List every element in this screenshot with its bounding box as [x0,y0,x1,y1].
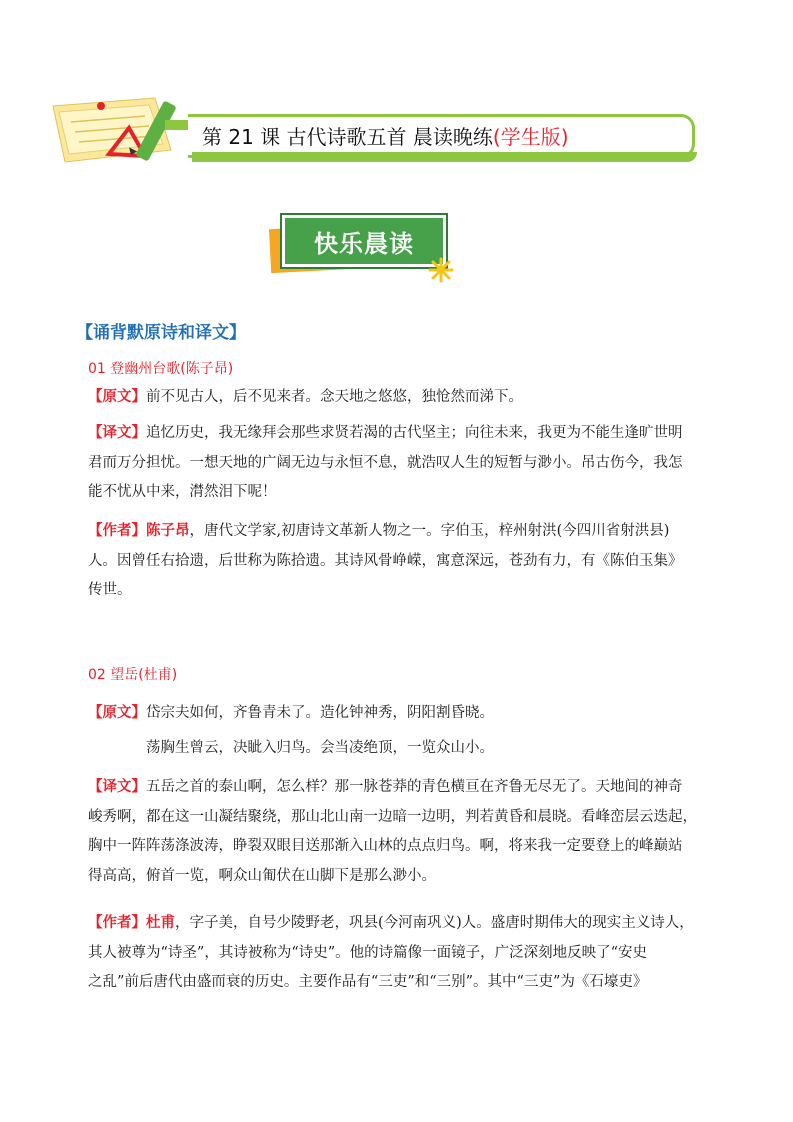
poem-2-title: 02 望岳(杜甫) [88,667,178,683]
page-title [202,122,569,152]
happy-reading-badge [282,215,446,267]
translation-line: 得高高，俯首一览，啊众山匍伏在山脚下是那么渺小。 [88,867,436,884]
translation-line: 胸中一阵阵荡涤波涛，睁裂双眼目送那渐入山林的点点归鸟。啊，将来我一定要登上的峰巅站 [88,838,683,854]
original-line: 前不见古人，后不见来者。念天地之悠悠，独怆然而涕下。 [146,389,523,405]
page-title-subtitle: (学生版) [492,125,569,149]
author-tag: 【作者】 [88,914,146,931]
author-tag: 【作者】 [88,522,146,539]
poem-2-original [88,698,708,729]
notebook-pencil-icon [45,92,205,170]
original-tag: 【原文】 [88,388,146,405]
translation-tag: 【译文】 [88,778,146,795]
poem-2-original-cont [146,734,706,764]
author-line: 人。因曾任右拾遗，后世称为陈拾遗。其诗风骨峥嵘，寓意深远，苍劲有力，有《陈伯玉集》 [88,552,683,569]
author-line: 之乱”前后唐代由盛而衰的历史。主要作品有“三吏”和“三别”。其中“三吏”为《石壕吏》 [88,974,648,990]
poem-1-author [88,516,708,606]
badge-label: 快乐晨读 [314,229,414,258]
original-line: 岱宗夫如何，齐鲁青未了。造化钟神秀，阴阳割昏晓。 [146,705,494,721]
author-line: 其人被尊为“诗圣”，其诗被称为“诗史”。他的诗篇像一面镜子，广泛深刻地反映了“安史 [88,944,648,961]
sparkle-icon [428,257,454,283]
translation-tag: 【译文】 [88,424,146,441]
author-line: 传世。 [88,582,132,598]
translation-line: 峻秀啊，都在这一山凝结聚绕，那山北山南一边暗一边明，判若黄昏和晨晓。看峰峦层云迭起， [88,808,697,825]
author-name: 杜甫 [146,914,175,931]
author-name: 陈子昂 [146,522,190,539]
original-tag: 【原文】 [88,704,146,721]
page-title-main: 第 21 课 古代诗歌五首 晨读晚练 [202,125,493,149]
author-line: ，字子美，自号少陵野老，巩县(今河南巩义)人。盛唐时期伟大的现实主义诗人， [175,915,694,931]
poem-1-translation [88,418,708,508]
section-heading: 【诵背默原诗和译文】 [76,323,246,343]
poem-2-author [88,908,708,998]
poem-1-original [88,382,708,413]
author-line: ，唐代文学家,初唐诗文革新人物之一。字伯玉，梓州射洪(今四川省射洪县) [189,523,670,539]
original-line: 荡胸生曾云，决眦入归鸟。会当凌绝顶，一览众山小。 [146,740,494,756]
translation-line: 追忆历史，我无缘拜会那些求贤若渴的古代坚主；向往未来，我更为不能生逢旷世明 [146,425,683,441]
poem-2-translation [88,772,708,891]
translation-line: 能不忧从中来，潸然泪下呢！ [88,484,277,500]
poem-1-title: 01 登幽州台歌(陈子昂) [88,361,234,377]
title-banner-shadow [192,152,697,162]
translation-line: 五岳之首的泰山啊，怎么样？那一脉苍莽的青色横亘在齐鲁无尽无了。天地间的神奇 [146,779,683,795]
translation-line: 君而万分担忧。一想天地的广阔无边与永恒不息，就浩叹人生的短暂与渺小。吊古伤今，我怎 [88,454,683,471]
